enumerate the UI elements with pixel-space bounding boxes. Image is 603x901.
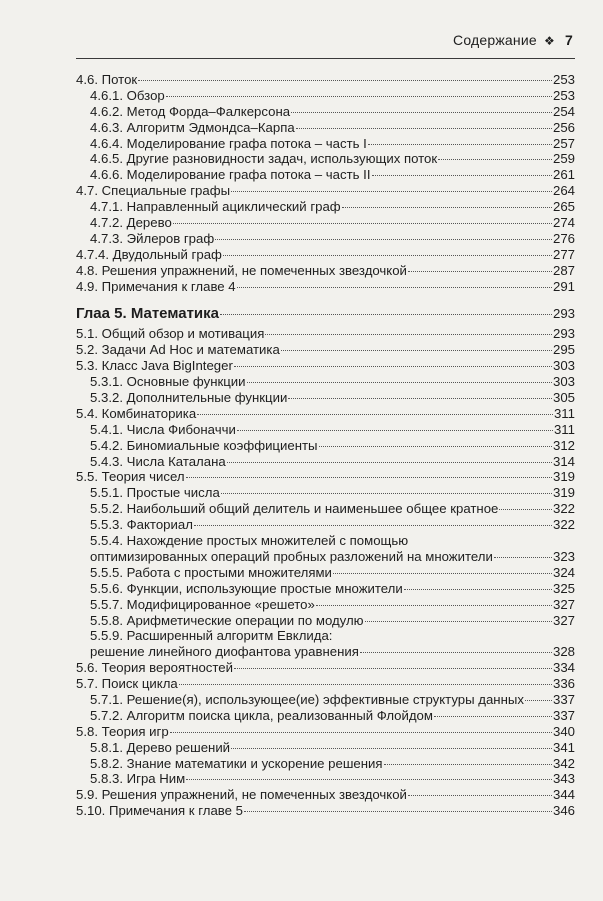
toc-entry bbox=[76, 660, 575, 676]
toc-entry bbox=[76, 517, 575, 533]
toc-entry bbox=[76, 597, 575, 613]
toc-entry-title: Глаа 5. Математика bbox=[76, 305, 219, 323]
toc-entry-title: 5.3. Класс Java BigInteger bbox=[76, 358, 233, 374]
dot-leader bbox=[237, 430, 553, 431]
toc-entry bbox=[76, 581, 575, 597]
header-page-number: 7 bbox=[565, 32, 573, 48]
toc-entry bbox=[76, 120, 575, 136]
toc-entry bbox=[76, 342, 575, 358]
toc-page-number: 257 bbox=[552, 135, 575, 151]
dot-leader bbox=[408, 795, 552, 796]
toc-entry bbox=[76, 549, 575, 565]
dot-leader bbox=[231, 191, 552, 192]
toc-entry bbox=[76, 756, 575, 772]
dot-leader bbox=[223, 255, 552, 256]
toc-page-number: 319 bbox=[552, 485, 575, 501]
toc-entry bbox=[76, 231, 575, 247]
dot-leader bbox=[227, 462, 552, 463]
toc-page-number: 287 bbox=[552, 262, 575, 278]
toc-entry-title: 5.5.3. Факториал bbox=[90, 517, 193, 533]
toc-page-number: 303 bbox=[552, 374, 575, 390]
toc-entry-title: 5.6. Теория вероятностей bbox=[76, 660, 233, 676]
toc-entry bbox=[76, 613, 575, 629]
toc-page-number: 253 bbox=[552, 87, 575, 103]
dot-leader bbox=[186, 477, 552, 478]
toc-page-number: 325 bbox=[552, 580, 575, 596]
toc-entry-title: 5.5.1. Простые числа bbox=[90, 485, 220, 501]
toc-entry-title: 4.7.3. Эйлеров граф bbox=[90, 230, 215, 246]
toc-entry bbox=[76, 565, 575, 581]
toc-entry-title: 4.6.6. Моделирование графа потока – часть II bbox=[90, 167, 371, 183]
toc-page-number: 253 bbox=[552, 72, 575, 87]
toc-entry bbox=[76, 454, 575, 470]
toc-entry-title: 5.8. Теория игр bbox=[76, 723, 169, 739]
toc-chapter-heading bbox=[76, 302, 575, 326]
toc-entry bbox=[76, 469, 575, 485]
toc-entry bbox=[76, 390, 575, 406]
dot-leader bbox=[234, 366, 552, 367]
dot-leader bbox=[291, 112, 552, 113]
dot-leader bbox=[186, 779, 552, 780]
toc-entry bbox=[76, 438, 575, 454]
toc-entry bbox=[76, 787, 575, 803]
toc-entry-title: 5.5.5. Работа с простыми множителями bbox=[90, 564, 332, 580]
toc-page-number: 324 bbox=[552, 564, 575, 580]
toc-entry-title: 5.5.9. Расширенный алгоритм Евклида: bbox=[90, 628, 333, 644]
dot-leader bbox=[179, 684, 552, 685]
toc-entry-title: 4.6.1. Обзор bbox=[90, 87, 165, 103]
toc-page-number: 336 bbox=[552, 676, 575, 692]
toc-entry-title: 5.5. Теория чисел bbox=[76, 469, 185, 485]
toc-page-number: 322 bbox=[552, 501, 575, 517]
toc-entry-title: 5.2. Задачи Ad Hoc и математика bbox=[76, 342, 280, 358]
toc-entry-title: 5.4.2. Биномиальные коэффициенты bbox=[90, 437, 318, 453]
toc-entry bbox=[76, 199, 575, 215]
dot-leader bbox=[384, 764, 552, 765]
toc-page-number: 259 bbox=[552, 151, 575, 167]
toc-entry bbox=[76, 708, 575, 724]
toc-page-number: 319 bbox=[552, 469, 575, 485]
toc-page-number: 343 bbox=[552, 771, 575, 787]
toc-entry bbox=[76, 358, 575, 374]
dot-leader bbox=[365, 621, 552, 622]
toc-page-number: 256 bbox=[552, 119, 575, 135]
dot-leader bbox=[296, 128, 552, 129]
toc-page-number: 293 bbox=[552, 306, 575, 322]
toc-entry-title: 4.6.5. Другие разновидности задач, использующих поток bbox=[90, 151, 438, 167]
dot-leader bbox=[237, 287, 552, 288]
toc-entry bbox=[76, 501, 575, 517]
toc-page-number: 340 bbox=[552, 723, 575, 739]
toc-entry-title: 4.6. Поток bbox=[76, 72, 138, 87]
dot-leader bbox=[288, 398, 552, 399]
dot-leader bbox=[372, 175, 552, 176]
toc-page-number: 305 bbox=[552, 390, 575, 406]
toc-page-number: 334 bbox=[552, 660, 575, 676]
dot-leader bbox=[221, 493, 552, 494]
toc-entry bbox=[76, 72, 575, 88]
dot-leader bbox=[368, 144, 552, 145]
toc-page-number: 344 bbox=[552, 787, 575, 803]
dot-leader bbox=[494, 557, 552, 558]
dot-leader bbox=[434, 716, 552, 717]
toc-entry bbox=[76, 644, 575, 660]
toc-entry-continuation: решение линейного диофантова уравнения bbox=[90, 644, 359, 660]
toc-entry-title: 5.10. Примечания к главе 5 bbox=[76, 803, 243, 819]
toc-page-number: 312 bbox=[552, 437, 575, 453]
toc-entry-title: 5.8.3. Игра Ним bbox=[90, 771, 186, 787]
toc-entry-title: 5.4.1. Числа Фибоначчи bbox=[90, 421, 236, 437]
toc-page-number: 337 bbox=[552, 691, 575, 707]
toc-page-number: 327 bbox=[552, 612, 575, 628]
toc-entry bbox=[76, 247, 575, 263]
dot-leader bbox=[220, 314, 552, 315]
toc-entry-title: 5.9. Решения упражнений, не помеченных звездочкой bbox=[76, 787, 407, 803]
dot-leader bbox=[319, 446, 552, 447]
toc-page-number: 323 bbox=[552, 548, 575, 564]
dot-leader bbox=[342, 207, 552, 208]
toc-page-number: 291 bbox=[552, 278, 575, 294]
toc-page-number: 327 bbox=[552, 596, 575, 612]
toc-entry-title: 4.7.4. Двудольный граф bbox=[76, 246, 222, 262]
toc-entry-continuation: оптимизированных операций пробных разложений на множители bbox=[90, 548, 493, 564]
toc-entry-title: 4.7.1. Направленный ациклический граф bbox=[90, 199, 341, 215]
toc-entry-title: 5.5.4. Нахождение простых множителей с помощью bbox=[90, 533, 409, 549]
dot-leader bbox=[170, 732, 552, 733]
toc-entry bbox=[76, 724, 575, 740]
toc-entry bbox=[76, 215, 575, 231]
toc-page-number: 265 bbox=[552, 199, 575, 215]
toc-entry-title: 5.7.2. Алгоритм поиска цикла, реализованный Флойдом bbox=[90, 707, 433, 723]
table-of-contents bbox=[76, 72, 575, 819]
toc-page-number: 261 bbox=[552, 167, 575, 183]
dot-leader bbox=[247, 382, 552, 383]
toc-page-number: 295 bbox=[552, 342, 575, 358]
dot-leader bbox=[333, 573, 552, 574]
dot-leader bbox=[197, 414, 553, 415]
dot-leader bbox=[194, 525, 552, 526]
toc-entry bbox=[76, 167, 575, 183]
dot-leader bbox=[215, 239, 552, 240]
toc-page-number: 311 bbox=[553, 405, 575, 421]
toc-page-number: 322 bbox=[552, 517, 575, 533]
dot-leader bbox=[138, 80, 552, 81]
toc-page-number: 314 bbox=[552, 453, 575, 469]
dot-leader bbox=[265, 334, 552, 335]
toc-entry-title: 5.5.8. Арифметические операции по модулю bbox=[90, 612, 364, 628]
toc-entry-title: 5.5.7. Модифицированное «решето» bbox=[90, 596, 315, 612]
toc-entry-title: 5.3.2. Дополнительные функции bbox=[90, 390, 288, 406]
toc-entry bbox=[76, 485, 575, 501]
toc-entry-title: 5.7. Поиск цикла bbox=[76, 676, 178, 692]
toc-entry bbox=[76, 136, 575, 152]
toc-entry bbox=[76, 104, 575, 120]
toc-entry bbox=[76, 803, 575, 819]
dot-leader bbox=[525, 700, 552, 701]
header-section: Содержание bbox=[453, 32, 537, 48]
dot-leader bbox=[438, 159, 552, 160]
toc-entry bbox=[76, 422, 575, 438]
dot-leader bbox=[499, 509, 552, 510]
dot-leader bbox=[360, 652, 552, 653]
toc-entry-title: 4.7.2. Дерево bbox=[90, 215, 172, 231]
toc-entry-title: 4.6.3. Алгоритм Эдмондса–Карпа bbox=[90, 119, 295, 135]
diamond-ornament-icon: ❖ bbox=[543, 34, 555, 48]
toc-entry-title: 5.4.3. Числа Каталана bbox=[90, 453, 226, 469]
toc-entry-title: 5.5.2. Наибольший общий делитель и наименьшее общее кратное bbox=[90, 501, 499, 517]
dot-leader bbox=[404, 589, 552, 590]
toc-page-number: 276 bbox=[552, 230, 575, 246]
toc-entry-title: 5.1. Общий обзор и мотивация bbox=[76, 326, 265, 342]
toc-entry-title: 4.6.4. Моделирование графа потока – часть I bbox=[90, 135, 367, 151]
toc-entry-title: 4.9. Примечания к главе 4 bbox=[76, 278, 236, 294]
toc-entry-title: 5.8.1. Дерево решений bbox=[90, 739, 231, 755]
dot-leader bbox=[408, 271, 552, 272]
toc-page-number: 342 bbox=[552, 755, 575, 771]
toc-entry-title: 5.4. Комбинаторика bbox=[76, 405, 197, 421]
toc-entry bbox=[76, 771, 575, 787]
toc-page-number: 341 bbox=[552, 739, 575, 755]
toc-entry bbox=[76, 374, 575, 390]
toc-entry-title: 5.8.2. Знание математики и ускорение решения bbox=[90, 755, 383, 771]
toc-entry bbox=[76, 263, 575, 279]
toc-entry bbox=[76, 183, 575, 199]
dot-leader bbox=[244, 811, 552, 812]
toc-page-number: 303 bbox=[552, 358, 575, 374]
toc-page-number: 274 bbox=[552, 215, 575, 231]
toc-entry bbox=[76, 151, 575, 167]
toc-entry bbox=[76, 88, 575, 104]
toc-page-number: 254 bbox=[552, 103, 575, 119]
toc-entry-title: 4.8. Решения упражнений, не помеченных звездочкой bbox=[76, 262, 407, 278]
header-text bbox=[453, 32, 573, 48]
dot-leader bbox=[231, 748, 552, 749]
toc-entry-title: 5.7.1. Решение(я), использующее(ие) эффективные структуры данных bbox=[90, 691, 524, 707]
toc-page-number: 346 bbox=[552, 803, 575, 819]
toc-entry-title: 5.3.1. Основные функции bbox=[90, 374, 246, 390]
toc-page-number: 293 bbox=[552, 326, 575, 342]
toc-entry bbox=[76, 740, 575, 756]
dot-leader bbox=[316, 605, 552, 606]
toc-entry bbox=[76, 676, 575, 692]
toc-page-number: 311 bbox=[553, 421, 575, 437]
toc-entry bbox=[76, 326, 575, 342]
toc-entry-title: 4.7. Специальные графы bbox=[76, 183, 231, 199]
toc-page-number: 337 bbox=[552, 707, 575, 723]
dot-leader bbox=[281, 350, 552, 351]
toc-entry bbox=[76, 692, 575, 708]
toc-page-number: 277 bbox=[552, 246, 575, 262]
toc-entry bbox=[76, 406, 575, 422]
running-header bbox=[76, 0, 575, 59]
toc-entry-title: 4.6.2. Метод Форда–Фалкерсона bbox=[90, 103, 291, 119]
toc-entry bbox=[76, 279, 575, 295]
dot-leader bbox=[166, 96, 552, 97]
dot-leader bbox=[173, 223, 552, 224]
toc-entry-title: 5.5.6. Функции, использующие простые множители bbox=[90, 580, 403, 596]
toc-page-number: 264 bbox=[552, 183, 575, 199]
toc-page-number: 328 bbox=[552, 644, 575, 660]
dot-leader bbox=[234, 668, 552, 669]
